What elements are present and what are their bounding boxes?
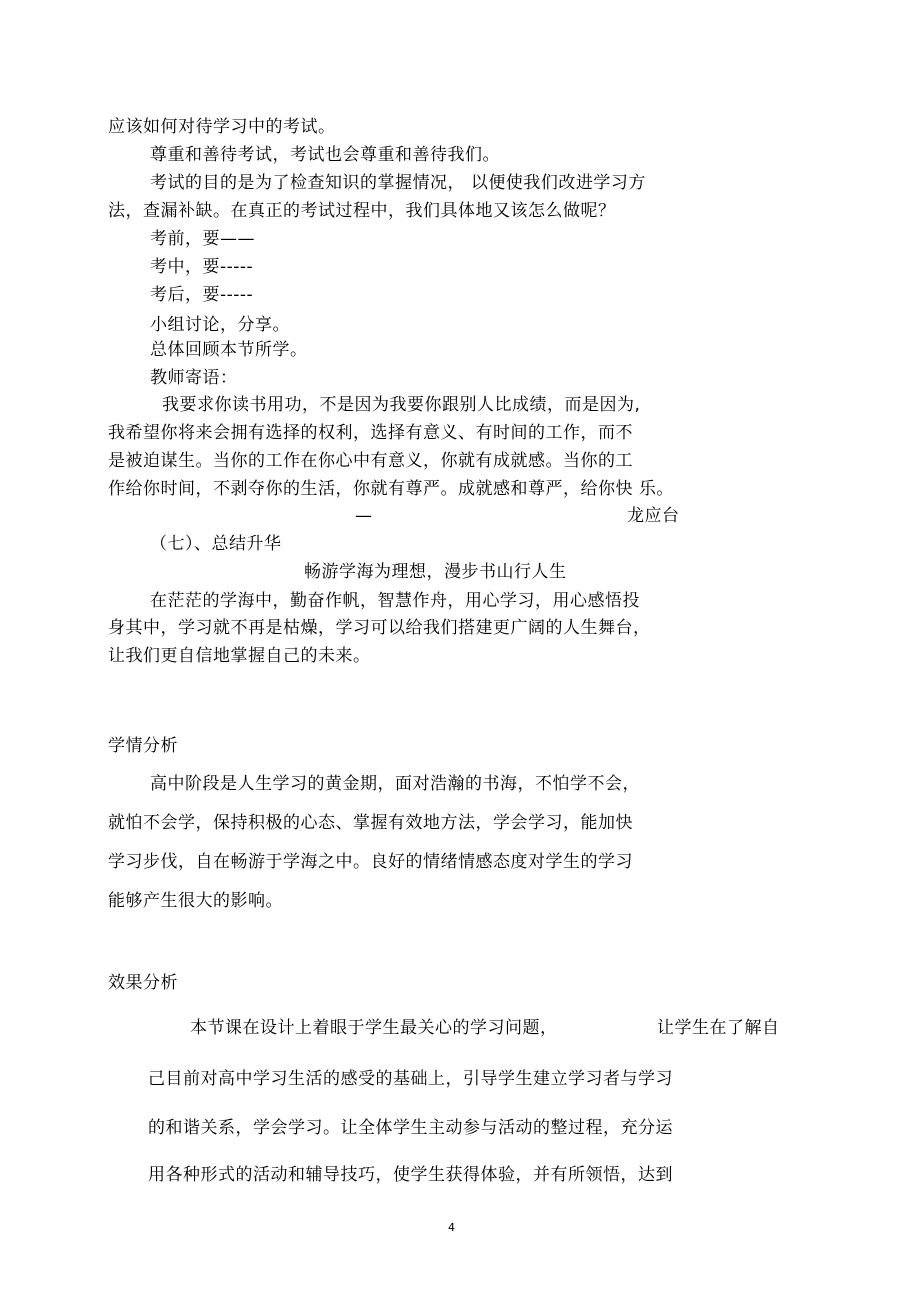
text-line: 在茫茫的学海中，勤奋作帆，智慧作舟，用心学习，用心感悟投 [150,591,640,611]
text-line: 用各种形式的活动和辅导技巧，使学生获得体验，并有所领悟，达到 [148,1165,673,1185]
text-line: 教师寄语： [150,368,238,388]
quote-line: 作给你时间，不剥夺你的生活，你就有尊严。成就感和尊严，给你快 乐。 [108,479,674,499]
quote-line: 是被迫谋生。当你的工作在你心中有意义，你就有成就感。当你的工 [108,451,633,471]
text-line: 让学生在了解自 [657,1018,780,1038]
text-line: 考中，要----- [150,257,254,277]
attribution-author: 龙应台 [627,506,680,526]
text-line: 能够产生很大的影响。 [108,891,283,911]
text-line: 就怕不会学，保持积极的心态、掌握有效地方法，学会学习，能加快 [108,813,633,833]
heading-effect-analysis: 效果分析 [108,973,178,993]
text-line: 考前，要—— [150,229,255,249]
quote-line: 我要求你读书用功，不是因为我要你跟别人比成绩，而是因为, [162,395,641,415]
text-line: 法，查漏补缺。在真正的考试过程中，我们具体地又该怎么做呢？ [108,201,616,221]
text-line: 尊重和善待考试，考试也会尊重和善待我们。 [150,145,500,165]
text-line: 考试的目的是为了检查知识的掌握情况， 以便使我们改进学习方 [150,173,646,193]
quote-line: 我希望你将来会拥有选择的权利，选择有意义、有时间的工作，而不 [108,423,633,443]
attribution-dash: — [355,506,373,526]
page-number: 4 [448,1221,455,1234]
text-line: 考后，要----- [150,285,254,305]
text-line: 的和谐关系，学会学习。让全体学生主动参与活动的整过程，充分运 [148,1118,673,1138]
text-line: 学习步伐，自在畅游于学海之中。良好的情绪情感态度对学生的学习 [108,852,633,872]
text-line: 己目前对高中学习生活的感受的基础上，引导学生建立学习者与学习 [148,1069,673,1089]
section-subtitle: 畅游学海为理想，漫步书山行人生 [304,562,567,582]
text-line: 本节课在设计上着眼于学生最关心的学习问题， [190,1018,558,1038]
text-line: 小组讨论，分享。 [150,315,290,335]
text-line: 总体回顾本节所学。 [150,340,308,360]
section-heading: （七）、总结升华 [150,534,282,554]
heading-learning-analysis: 学情分析 [108,736,178,756]
text-line: 让我们更自信地掌握自己的未来。 [108,646,371,666]
text-line: 高中阶段是人生学习的黄金期，面对浩瀚的书海，不怕学不会， [150,774,640,794]
text-line: 身其中，学习就不再是枯燥，学习可以给我们搭建更广阔的人生舞台， [108,618,651,638]
text-line: 应该如何对待学习中的考试。 [108,117,336,137]
